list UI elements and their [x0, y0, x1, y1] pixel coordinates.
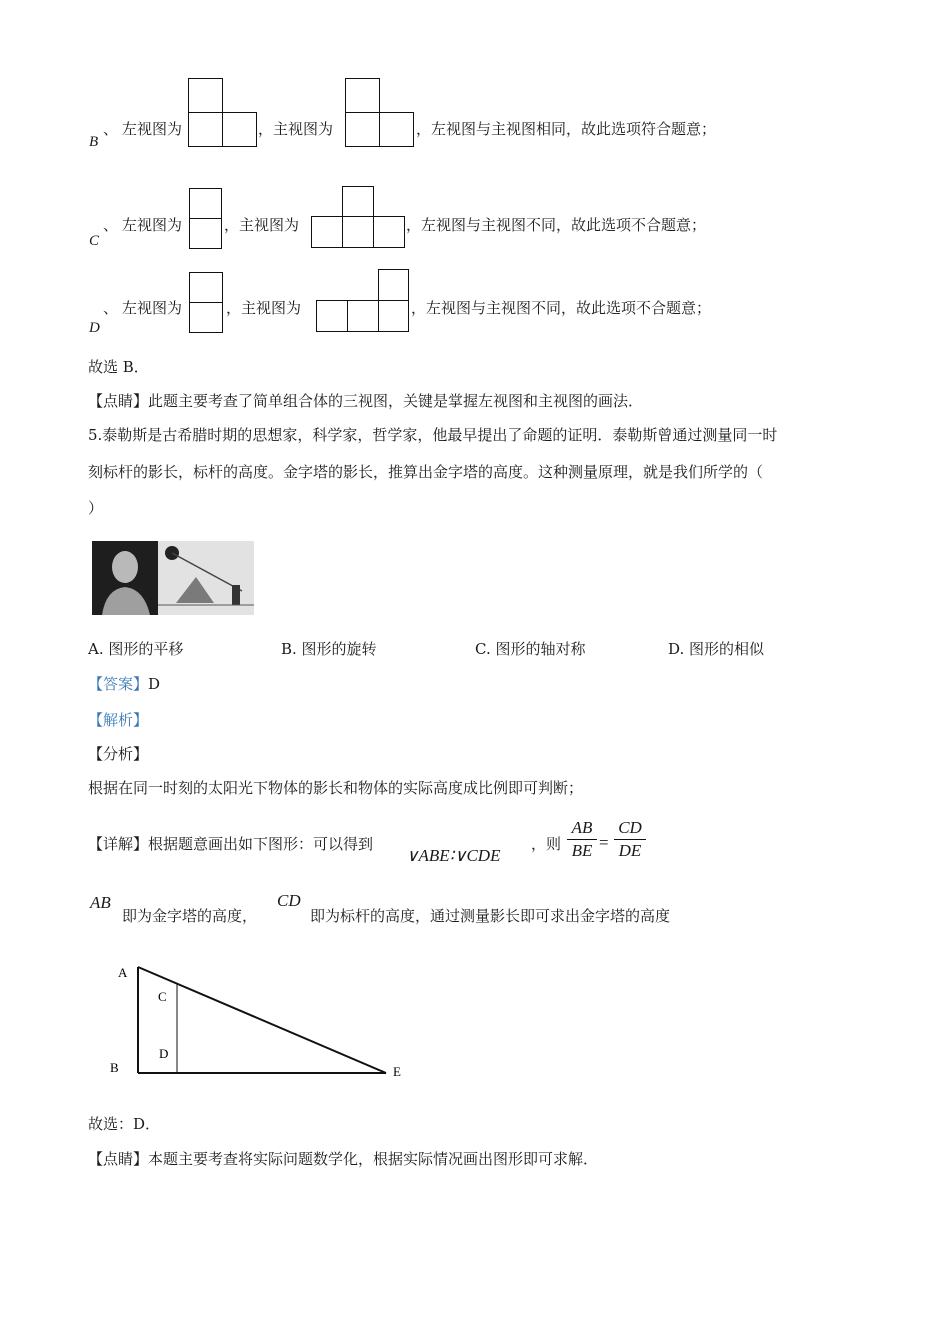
detail-similar: ∨ABE∶∨CDE — [406, 846, 501, 865]
choose-d: 故选：D． — [88, 1115, 161, 1133]
answer-line — [88, 673, 160, 694]
q5-line-1: 5.泰勒斯是古希腊时期的思想家，科学家，哲学家，他最早提出了命题的证明．泰勒斯曾通过测量同一时 — [88, 426, 778, 444]
option-c[interactable]: C. 图形的轴对称 — [475, 640, 586, 658]
cd-symbol: CD — [277, 891, 301, 910]
ab-meaning: 即为金字塔的高度， — [122, 907, 258, 925]
ab-symbol: AB — [90, 893, 111, 912]
option-b[interactable]: B. 图形的旋转 — [281, 640, 377, 658]
tip-2: 【点睛】本题主要考查将实际问题数学化，根据实际情况画出图形即可求解． — [88, 1150, 599, 1168]
segment-ae — [138, 967, 386, 1073]
label-a: A — [118, 965, 128, 980]
triangle-figure — [100, 955, 420, 1085]
fenxi-text: 根据在同一时刻的太阳光下物体的影长和物体的实际高度成比例即可判断； — [88, 779, 584, 797]
thales-pyramid-photo — [92, 541, 254, 615]
fraction-1-denominator: BE — [571, 841, 593, 860]
fraction-cd-de — [614, 818, 646, 861]
row-c-conclusion: ，左视图与主视图不同，故此选项不合题意； — [406, 216, 707, 234]
label-b: B — [110, 1060, 119, 1075]
fraction-1-numerator: AB — [571, 818, 593, 837]
row-d-conclusion: ，左视图与主视图不同，故此选项不合题意； — [411, 299, 712, 317]
cd-meaning: 即为标杆的高度，通过测量影长即可求出金字塔的高度 — [310, 907, 671, 925]
row-d-left-view-label: 左视图为 — [122, 299, 183, 317]
row-c-letter: C — [89, 233, 100, 249]
fraction-ab-be — [567, 818, 597, 861]
choose-b: 故选 B． — [88, 358, 149, 376]
label-c: C — [158, 989, 167, 1004]
detail-lead: 【详解】根据题意画出如下图形：可以得到 — [88, 835, 374, 853]
fraction-2-denominator: DE — [618, 841, 642, 860]
q5-line-2: 刻标杆的影长，标杆的高度。金字塔的影长，推算出金字塔的高度。这种测量原理，就是我们所学的（ — [88, 463, 764, 481]
row-d-letter: D — [89, 320, 100, 336]
row-b-sep: 、 — [103, 120, 119, 138]
row-c-main-view-label: ，主视图为 — [224, 216, 300, 234]
row-b-main-view-label: ，主视图为 — [258, 120, 334, 138]
row-b-letter: B — [89, 134, 99, 150]
option-d[interactable]: D. 图形的相似 — [668, 640, 765, 658]
analysis-tag: 【解析】 — [88, 711, 149, 729]
answer-tag: 【答案】 — [88, 675, 149, 693]
row-d-sep: 、 — [103, 299, 119, 317]
fenxi-tag: 【分析】 — [88, 745, 149, 763]
option-a[interactable]: A. 图形的平移 — [88, 640, 184, 658]
row-c-left-view-label: 左视图为 — [122, 216, 183, 234]
q5-line-3: ） — [88, 499, 104, 517]
tip-1: 【点睛】此题主要考查了简单组合体的三视图，关键是掌握左视图和主视图的画法． — [88, 392, 644, 410]
row-b-left-view-label: 左视图为 — [122, 120, 183, 138]
equals-sign: = — [599, 833, 609, 852]
row-b-conclusion: ，左视图与主视图相同，故此选项符合题意； — [416, 120, 717, 138]
row-c-sep: 、 — [103, 216, 119, 234]
label-d: D — [159, 1046, 169, 1061]
answer-value: D — [148, 675, 161, 693]
label-e: E — [393, 1064, 401, 1079]
fraction-2-numerator: CD — [618, 818, 642, 837]
detail-then: ，则 — [531, 835, 562, 853]
row-d-main-view-label: ，主视图为 — [226, 299, 302, 317]
